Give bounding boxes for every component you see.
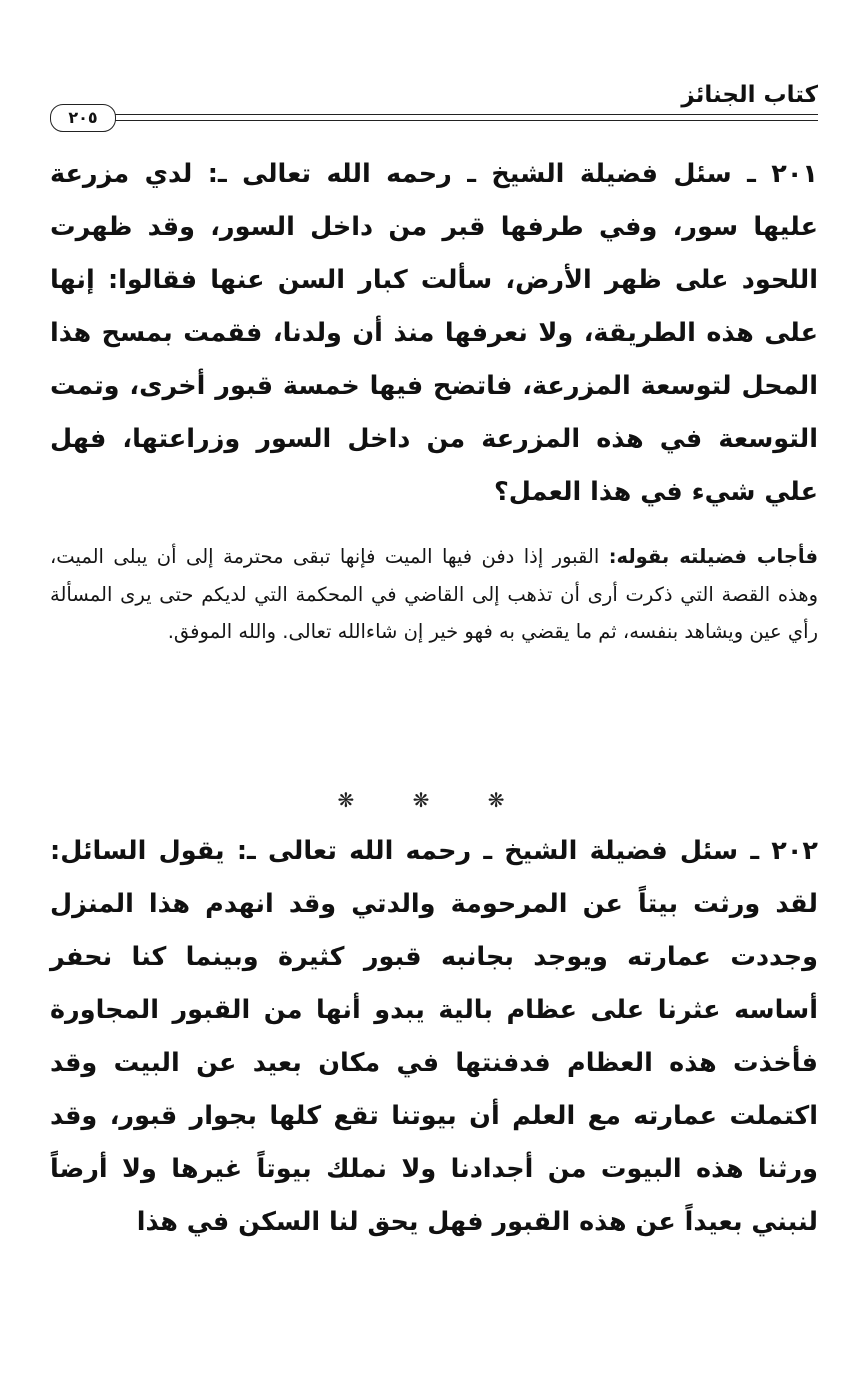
question-201: ٢٠١ ـ سئل فضيلة الشيخ ـ رحمه الله تعالى ـ: لدي مزرعة عليها سور، وفي طرفها قبر من داخل السور، وقد ظهرت اللحود على ظهر الأرض، سألت كبار السن عنها فقالوا: إنها على هذه الطريقة، ولا نعرفها منذ أن ولدنا، فقمت بمسح هذا المحل لتوسعة المزرعة، فاتضح فيها خمسة قبور أخرى، وتمت التوسعة في هذه المزرعة من داخل السور وزراعتها، فهل علي شيء في هذا العمل؟ xyxy=(50,159,818,507)
question-202: ٢٠٢ ـ سئل فضيلة الشيخ ـ رحمه الله تعالى ـ: يقول السائل: لقد ورثت بيتاً عن المرحومة والدتي وقد انهدم هذا المنزل وجددت عمارته ويوجد بجانبه قبور كثيرة وبينما كنا نحفر أساسه عثرنا على عظام بالية يبدو أنها من القبور المجاورة فأخذت هذه العظام فدفنتها في مكان بعيد عن البيت وقد اكتملت عمارته مع العلم أن بيوتنا تقع كلها بجوار قبور، وقد ورثنا هذه البيوت من أجدادنا ولا نملك بيوتاً غيرها ولا أرضاً لنبني بعيداً عن هذه القبور فهل يحق لنا السكن في هذا xyxy=(50,836,818,1237)
book-page xyxy=(50,0,818,1380)
running-header xyxy=(50,80,818,128)
section-separator: ❋ ❋ ❋ xyxy=(337,788,531,812)
page-number: ٢٠٥ xyxy=(50,104,116,132)
answer-201 xyxy=(50,538,818,651)
book-title: كتاب الجنائز xyxy=(681,82,818,108)
answer-lead: فأجاب فضيلته بقوله: xyxy=(608,545,818,568)
header-rule-upper xyxy=(110,114,818,115)
header-rule-lower xyxy=(110,120,818,121)
answer-body: القبور إذا دفن فيها الميت فإنها تبقى محترمة إلى أن يبلى الميت، وهذه القصة التي ذكرت أرى أن تذهب إلى القاضي في المحكمة التي لديكم حتى يرى المسألة رأي عين ويشاهد بنفسه، ثم ما يقضي به فهو خير إن شاءالله تعالى. والله الموفق. xyxy=(50,545,818,643)
